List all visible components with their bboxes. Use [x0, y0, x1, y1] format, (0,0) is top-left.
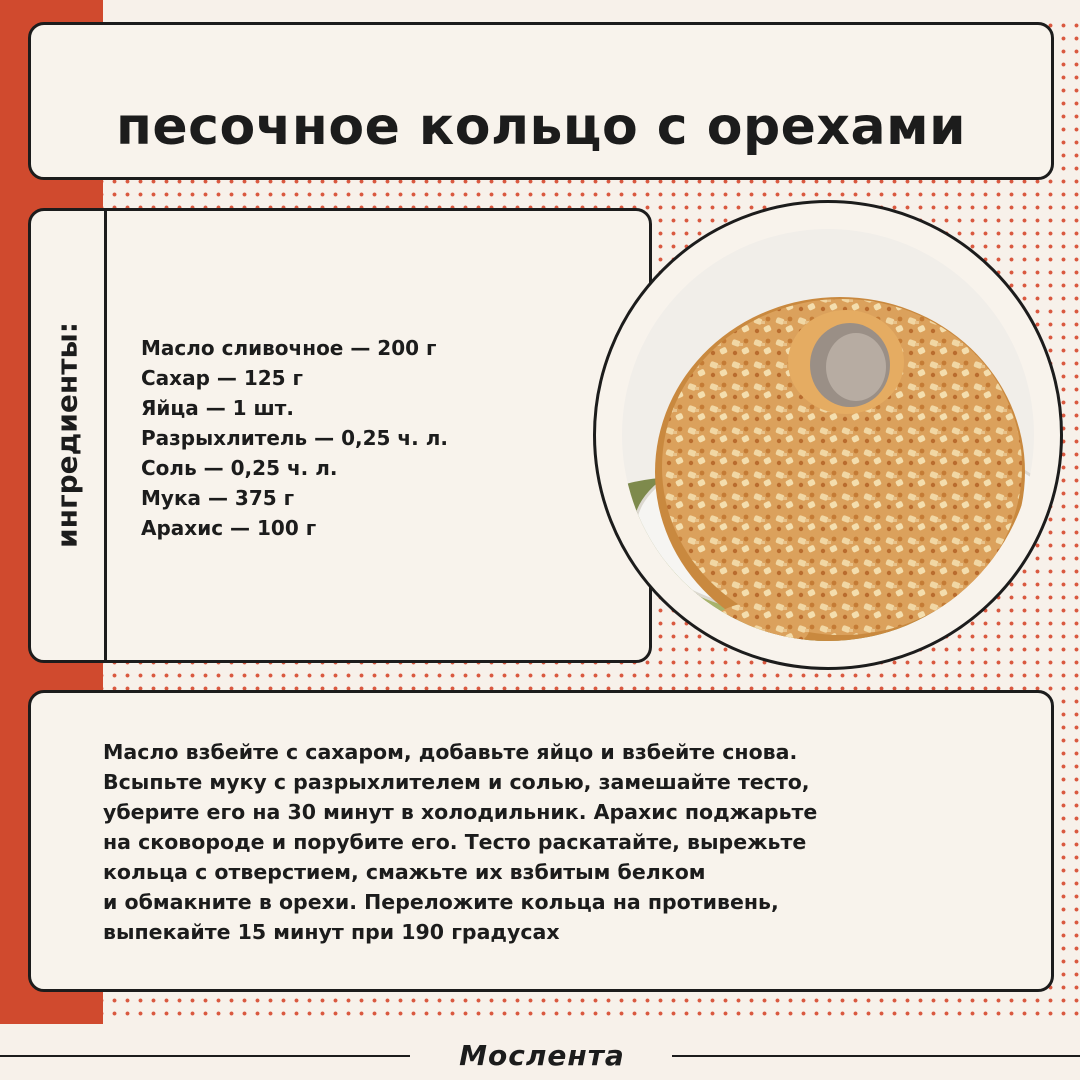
ingredients-label: ингредиенты:	[50, 322, 84, 548]
ingredient-item: Арахис — 100 г	[141, 516, 317, 540]
cookie-ring-photo	[620, 227, 1036, 643]
ingredient-item: Разрыхлитель — 0,25 ч. л.	[141, 426, 448, 450]
logo-text: Мослента	[459, 1039, 625, 1072]
moslenta-logo	[426, 1038, 658, 1072]
ingredient-item: Масло сливочное — 200 г	[141, 336, 437, 360]
page-title: песочное кольцо с орехами	[115, 97, 967, 157]
ingredient-item: Соль — 0,25 ч. л.	[141, 456, 338, 480]
ingredients-list	[141, 333, 448, 543]
footer-rule-right	[672, 1055, 1080, 1057]
instructions-card	[28, 690, 1054, 992]
instructions-text: Масло взбейте с сахаром, добавьте яйцо и взбейте снова. Всыпьте муку с разрыхлителем и солью, замешайте тесто, уберите его на 30 минут в холодильник. Арахис поджарьте на сковороде и порубите его. Тесто раскатайте, вырежьте кольца с отверстием, смажьте их взбитым белком и обмакните в орехи. Переложите кольца на противень, выпекайте 15 минут при 190 градусах	[103, 740, 818, 944]
top-margin	[103, 0, 1080, 22]
ingredients-divider	[104, 211, 107, 660]
title-card	[28, 22, 1054, 180]
footer-rule-left	[0, 1055, 410, 1057]
ingredients-card	[28, 208, 652, 663]
ingredient-item: Яйца — 1 шт.	[141, 396, 294, 420]
ingredient-item: Сахар — 125 г	[141, 366, 303, 390]
ingredient-item: Мука — 375 г	[141, 486, 295, 510]
